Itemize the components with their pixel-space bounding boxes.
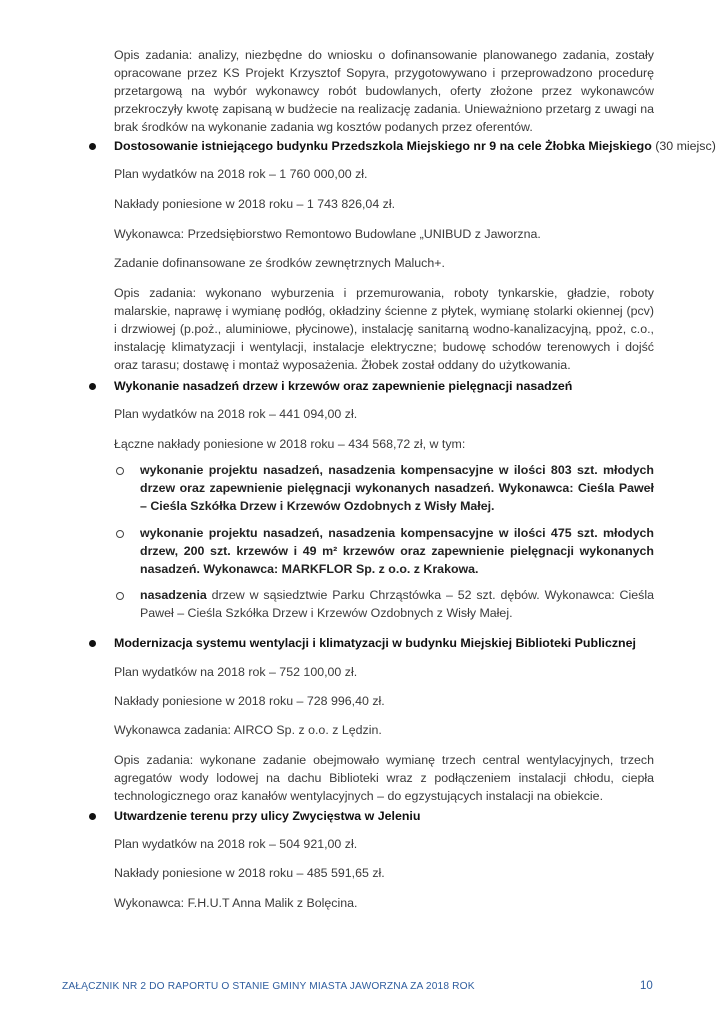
footer-text: ZAŁĄCZNIK NR 2 DO RAPORTU O STANIE GMINY MIASTA JAWORZNA ZA 2018 ROK [62, 981, 475, 992]
list-item [140, 586, 654, 622]
list-item-bold: nasadzenia [140, 588, 207, 602]
list-item-bold: wykonanie projektu nasadzeń, nasadzenia kompensacyjne w ilości 475 szt. młodych drzew, 200 szt. krzewów i 49 m² krzewów oraz zapewnienie pielęgnacji wykonanych nasadzeń. Wykonawca: MARKFLOR Sp. z o.o. z Krakowa. [140, 526, 654, 576]
contractor-text: Wykonawca: F.H.U.T Anna Malik z Bolęcina. [114, 896, 358, 910]
contractor-text: Wykonawca: Przedsiębiorstwo Remontowo Budowlane „UNIBUD z Jaworzna. [114, 227, 541, 241]
section-heading [114, 377, 674, 395]
section-heading [114, 634, 674, 652]
plan-text: Plan wydatków na 2018 rok – 504 921,00 zł. [114, 837, 358, 851]
list-item-text: drzew w sąsiedztwie Parku Chrząstówka – 52 szt. dębów. Wykonawca: Cieśla Paweł – Cieśla Szkółka Drzew i Krzewów Ozdobnych z Wisły Małej. [140, 588, 654, 620]
section-title: Utwardzenie terenu przy ulicy Zwycięstwa w Jeleniu [114, 809, 421, 823]
page-number: 10 [640, 980, 653, 992]
plan-text: Plan wydatków na 2018 rok – 1 760 000,00 zł. [114, 167, 368, 181]
bullet-icon [89, 640, 96, 647]
section-title: Wykonanie nasadzeń drzew i krzewów oraz zapewnienie pielęgnacji nasadzeń [114, 379, 573, 393]
section-heading [114, 137, 716, 155]
funding-text: Zadanie dofinansowane ze środków zewnętrznych Maluch+. [114, 256, 445, 270]
circle-bullet-icon [116, 467, 124, 475]
spent-text: Nakłady poniesione w 2018 roku – 1 743 826,04 zł. [114, 197, 396, 211]
description-paragraph: Opis zadania: wykonane zadanie obejmowało wymianę trzech central wentylacyjnych, trzech agregatów wody lodowej na dachu Biblioteki wraz z podłączeniem instalacji chłodu, ciepła technologicznego oraz kanałów wentylacyjnych – do egzystujących instalacji na obiekcie. [114, 753, 654, 803]
bullet-icon [89, 383, 96, 390]
circle-bullet-icon [116, 530, 124, 538]
intro-paragraph: Opis zadania: analizy, niezbędne do wniosku o dofinansowanie planowanego zadania, zostały opracowane przez KS Projekt Krzysztof Sopyra, przygotowywano i przeprowadzono procedurę przetargową na wybór wykonawcy robót budowlanych, oferty złożone przez wykonawców przekroczyły kwotę zapisaną w budżecie na realizację zadania. Unieważniono przetarg z uwagi na brak środków na wykonanie zadania wg kosztów podanych przez oferentów. [114, 48, 654, 134]
list-item-bold: wykonanie projektu nasadzeń, nasadzenia kompensacyjne w ilości 803 szt. młodych drzew oraz zapewnienie pielęgnacji wykonanych nasadzeń. Wykonawca: Cieśla Paweł – Cieśla Szkółka Drzew i Krzewów Ozdobnych z Wisły Małej. [140, 463, 654, 513]
circle-bullet-icon [116, 592, 124, 600]
contractor-text: Wykonawca zadania: AIRCO Sp. z o.o. z Lędzin. [114, 723, 382, 737]
section-title: Dostosowanie istniejącego budynku Przedszkola Miejskiego nr 9 na cele Żłobka Miejskiego [114, 139, 652, 153]
section-heading [114, 807, 674, 825]
bullet-icon [89, 143, 96, 150]
bullet-icon [89, 813, 96, 820]
spent-text: Nakłady poniesione w 2018 roku – 728 996,40 zł. [114, 694, 385, 708]
section-title: Modernizacja systemu wentylacji i klimatyzacji w budynku Miejskiej Biblioteki Publicznej [114, 636, 636, 650]
plan-text: Plan wydatków na 2018 rok – 752 100,00 zł. [114, 665, 358, 679]
spent-text: Łączne nakłady poniesione w 2018 roku – 434 568,72 zł, w tym: [114, 437, 466, 451]
spent-text: Nakłady poniesione w 2018 roku – 485 591,65 zł. [114, 866, 385, 880]
list-item [140, 461, 654, 515]
section-title-suffix: (30 miejsc) [655, 139, 716, 153]
description-paragraph: Opis zadania: wykonano wyburzenia i przemurowania, roboty tynkarskie, gładzie, roboty malarskie, naprawę i wymianę podłóg, okładziny ścienne z płytek, wymianę stolarki okiennej (pcv) i drzwiowej (p.poż., aluminiowe, płycinowe), instalację sanitarną wodno-kanalizacyjną, ppoż, c.o., instalację klimatyzacji i wentylacji, instalacje elektryczne; budowę schodów terenowych i dojść oraz tarasu; dostawę i montaż wyposażenia. Żłobek został oddany do użytkowania. [114, 286, 654, 372]
list-item [140, 524, 654, 578]
plan-text: Plan wydatków na 2018 rok – 441 094,00 zł. [114, 407, 358, 421]
